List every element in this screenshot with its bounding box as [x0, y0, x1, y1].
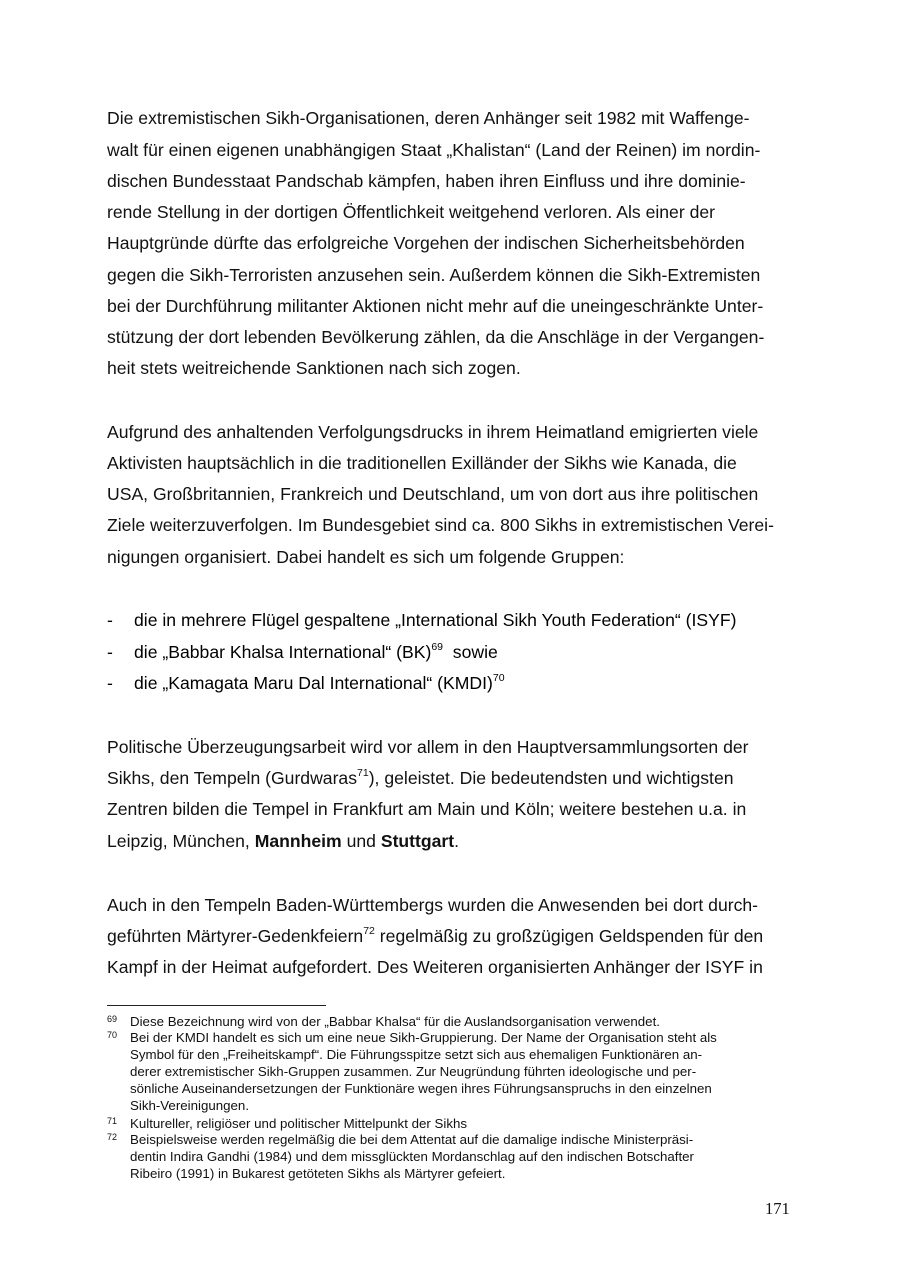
text-line: USA, Großbritannien, Frankreich und Deutschland, um von dort aus ihre politischen — [107, 484, 759, 504]
city-stuttgart: Stuttgart — [380, 831, 455, 851]
text-line: gegen die Sikh-Terroristen anzusehen sein. Außerdem können die Sikh-Extremisten — [107, 265, 761, 285]
footnote-ref-72[interactable]: 72 — [363, 925, 375, 937]
footnote-number: 72 — [107, 1132, 118, 1142]
footnote-line: sönliche Auseinandersetzungen der Funktionäre wegen ihres Führungsanspruchs in den einzelnen — [130, 1081, 712, 1096]
list-item-text: die in mehrere Flügel gespaltene „International Sikh Youth Federation“ (ISYF) — [134, 610, 737, 630]
footnote-ref-70[interactable]: 70 — [492, 672, 505, 684]
text-span: ), geleistet. Die bedeutendsten und wichtigsten — [368, 768, 734, 788]
footnote-number: 70 — [107, 1030, 118, 1040]
text-line: Aktivisten hauptsächlich in die traditionellen Exilländer der Sikhs wie Kanada, die — [107, 453, 737, 473]
text-span: und — [341, 831, 381, 851]
text-line — [107, 768, 734, 788]
text-line: nigungen organisiert. Dabei handelt es sich um folgende Gruppen: — [107, 547, 625, 567]
footnote-ref-71[interactable]: 71 — [357, 767, 369, 779]
city-mannheim: Mannheim — [254, 831, 342, 851]
list-item-tail: sowie — [443, 642, 498, 662]
text-line: dischen Bundesstaat Pandschab kämpfen, haben ihren Einfluss und ihre dominie- — [107, 171, 746, 191]
text-line: bei der Durchführung militanter Aktionen nicht mehr auf die uneingeschränkte Unter- — [107, 296, 764, 316]
text-line: Kampf in der Heimat aufgefordert. Des Weiteren organisierten Anhänger der ISYF in — [107, 957, 763, 977]
footnote-number: 69 — [107, 1014, 118, 1024]
text-line: heit stets weitreichende Sanktionen nach sich zogen. — [107, 358, 521, 378]
list-item-text — [134, 642, 498, 663]
text-line — [107, 831, 459, 851]
text-span: Leipzig, München, — [107, 831, 255, 851]
footnote-number: 71 — [107, 1116, 118, 1126]
list-item-label: die „Kamagata Maru Dal International“ (KMDI) — [134, 673, 493, 693]
text-line: Aufgrund des anhaltenden Verfolgungsdrucks in ihrem Heimatland emigrierten viele — [107, 422, 759, 442]
footnote-line: derer extremistischer Sikh-Gruppen zusammen. Zur Neugründung führten ideologische und per- — [130, 1064, 697, 1079]
footnote-ref-69[interactable]: 69 — [431, 641, 443, 653]
list-bullet: - — [107, 610, 113, 630]
footnote-line: Diese Bezeichnung wird von der „Babbar Khalsa“ für die Auslandsorganisation verwendet. — [130, 1014, 660, 1029]
text-span: regelmäßig zu großzügigen Geldspenden für den — [374, 926, 764, 946]
text-span: . — [454, 831, 460, 851]
footnote-line: dentin Indira Gandhi (1984) und dem missglückten Mordanschlag auf den indischen Botschafter — [130, 1149, 694, 1164]
list-bullet: - — [107, 673, 113, 693]
list-item-label: die „Babbar Khalsa International“ (BK) — [134, 642, 432, 662]
text-line: Die extremistischen Sikh-Organisationen, deren Anhänger seit 1982 mit Waffenge- — [107, 108, 750, 128]
footnote-line: Ribeiro (1991) in Bukarest getöteten Sikhs als Märtyrer gefeiert. — [130, 1166, 506, 1181]
footnote-line: Sikh-Vereinigungen. — [130, 1098, 250, 1113]
footnote-line: Kultureller, religiöser und politischer Mittelpunkt der Sikhs — [130, 1116, 468, 1131]
footnote-line: Bei der KMDI handelt es sich um eine neue Sikh-Gruppierung. Der Name der Organisation steht als — [130, 1030, 717, 1045]
footnote-line: Symbol für den „Freiheitskampf“. Die Führungsspitze setzt sich aus ehemaligen Funktionären an- — [130, 1047, 703, 1062]
text-span: geführten Märtyrer-Gedenkfeiern — [107, 926, 364, 946]
text-line: rende Stellung in der dortigen Öffentlichkeit weitgehend verloren. Als einer der — [107, 202, 716, 222]
text-line: Zentren bilden die Tempel in Frankfurt am Main und Köln; weitere bestehen u.a. in — [107, 799, 747, 819]
list-item-text — [134, 673, 505, 694]
text-line: walt für einen eigenen unabhängigen Staat „Khalistan“ (Land der Reinen) im nordin- — [107, 140, 761, 160]
text-line: Politische Überzeugungsarbeit wird vor allem in den Hauptversammlungsorten der — [107, 737, 749, 757]
page-number: 171 — [765, 1199, 790, 1218]
text-line: Auch in den Tempeln Baden-Württembergs wurden die Anwesenden bei dort durch- — [107, 895, 759, 915]
text-line: stützung der dort lebenden Bevölkerung zählen, da die Anschläge in der Vergangen- — [107, 327, 765, 347]
text-line: Hauptgründe dürfte das erfolgreiche Vorgehen der indischen Sicherheitsbehörden — [107, 233, 745, 253]
text-span: Sikhs, den Tempeln (Gurdwaras — [107, 768, 358, 788]
footnote-divider — [107, 1005, 326, 1006]
text-line — [107, 926, 763, 946]
text-line: Ziele weiterzuverfolgen. Im Bundesgebiet sind ca. 800 Sikhs in extremistischen Verei- — [107, 515, 774, 535]
footnote-line: Beispielsweise werden regelmäßig die bei dem Attentat auf die damalige indische Ministerpräsi- — [130, 1132, 694, 1147]
list-bullet: - — [107, 642, 113, 662]
